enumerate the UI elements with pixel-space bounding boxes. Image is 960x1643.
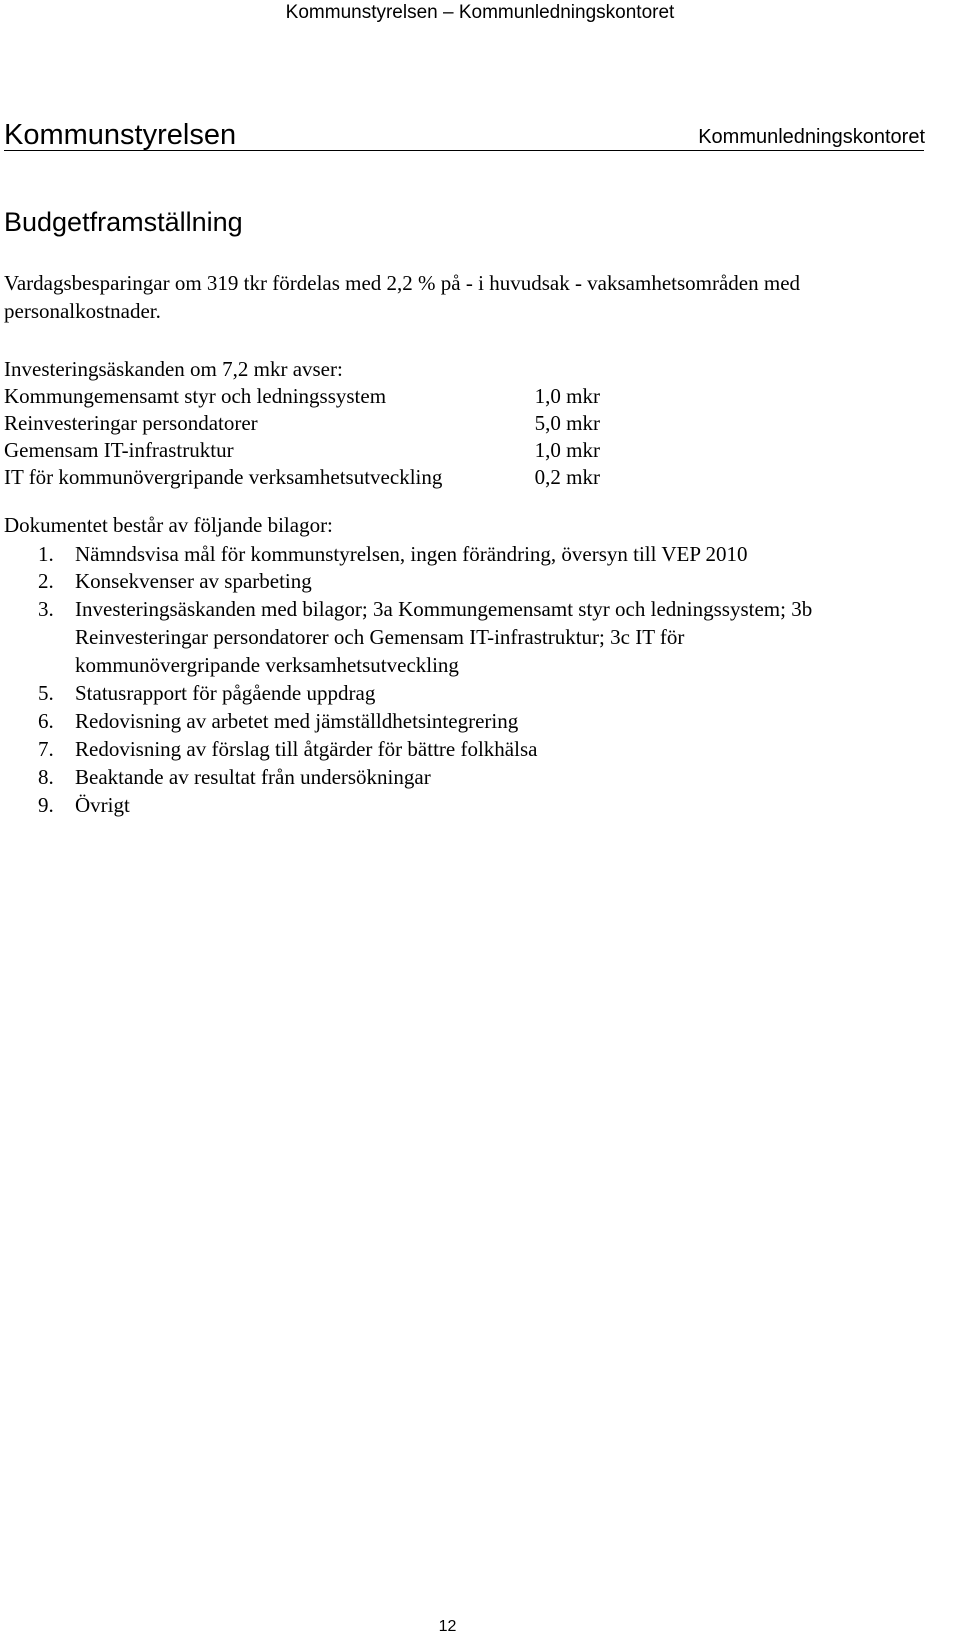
intro-paragraph bbox=[4, 269, 944, 325]
attachment-text: Redovisning av förslag till åtgärder för bättre folkhälsa bbox=[75, 737, 538, 761]
attachment-number: 2. bbox=[38, 569, 54, 593]
investment-item-amount: 0,2 mkr bbox=[534, 465, 600, 489]
investment-item-amount: 5,0 mkr bbox=[534, 411, 600, 435]
investment-item-label: Gemensam IT-infrastruktur bbox=[4, 438, 234, 462]
attachment-text: Konsekvenser av sparbeting bbox=[75, 569, 312, 593]
attachment-number: 8. bbox=[38, 765, 54, 789]
document-header-office: Kommunledningskontoret bbox=[698, 126, 925, 148]
attachment-text: Beaktande av resultat från undersökningar bbox=[75, 765, 431, 789]
attachment-text: Övrigt bbox=[75, 793, 130, 817]
intro-paragraph-line: Vardagsbesparingar om 319 tkr fördelas med 2,2 % på - i huvudsak - vaksamhetsområden med bbox=[4, 271, 801, 295]
investment-item-label: IT för kommunövergripande verksamhetsutveckling bbox=[4, 465, 443, 489]
attachment-text: Nämndsvisa mål för kommunstyrelsen, ingen förändring, översyn till VEP 2010 bbox=[75, 542, 748, 566]
header-divider bbox=[4, 150, 924, 151]
document-header-organization: Kommunstyrelsen bbox=[4, 119, 237, 151]
investment-item-label: Kommungemensamt styr och ledningssystem bbox=[4, 384, 387, 408]
attachment-number: 6. bbox=[38, 709, 54, 733]
attachment-text: Redovisning av arbetet med jämställdhetsintegrering bbox=[75, 709, 519, 733]
investment-item-amount: 1,0 mkr bbox=[534, 384, 600, 408]
attachment-text: Investeringsäskanden med bilagor; 3a Kommungemensamt styr och ledningssystem; 3b bbox=[75, 597, 813, 621]
attachment-text: Statusrapport för pågående uppdrag bbox=[75, 681, 376, 705]
attachment-number: 5. bbox=[38, 681, 54, 705]
attachment-number: 1. bbox=[38, 542, 54, 566]
running-header: Kommunstyrelsen – Kommunledningskontoret bbox=[285, 2, 675, 23]
investment-item-label: Reinvesteringar persondatorer bbox=[4, 411, 258, 435]
attachment-number: 3. bbox=[38, 597, 54, 621]
attachment-text: Reinvesteringar persondatorer och Gemensam IT-infrastruktur; 3c IT för bbox=[75, 625, 685, 649]
attachments-intro: Dokumentet består av följande bilagor: bbox=[4, 513, 333, 537]
attachment-text: kommunövergripande verksamhetsutveckling bbox=[75, 653, 459, 677]
section-title: Budgetframställning bbox=[4, 207, 243, 237]
page-number: 12 bbox=[438, 1618, 457, 1635]
attachment-number: 7. bbox=[38, 737, 54, 761]
investment-intro: Investeringsäskanden om 7,2 mkr avser: bbox=[4, 357, 343, 381]
intro-paragraph-line: personalkostnader. bbox=[4, 299, 161, 323]
investment-item-amount: 1,0 mkr bbox=[534, 438, 600, 462]
attachment-number: 9. bbox=[38, 793, 54, 817]
